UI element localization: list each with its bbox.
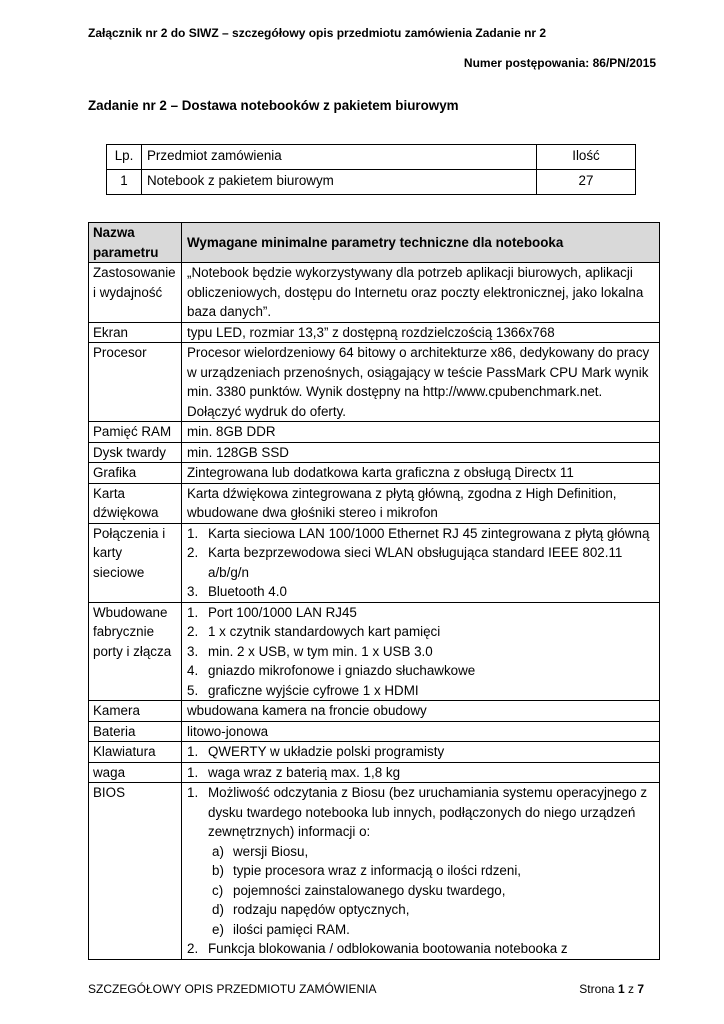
table-row: [89, 762, 660, 783]
list-item: 1. QWERTY w układzie polski programisty: [187, 744, 445, 759]
param-value: [182, 742, 660, 763]
param-value: min. 8GB DDR: [182, 422, 660, 443]
param-name: BIOS: [89, 783, 182, 960]
param-value: [182, 523, 660, 602]
param-name: Karta dźwiękowa: [89, 483, 182, 523]
numbered-list: [187, 783, 654, 842]
param-name: Ekran: [89, 322, 182, 343]
list-item: 2. Karta bezprzewodowa sieci WLAN obsługująca standard IEEE 802.11 a/b/g/n: [187, 545, 623, 580]
table-row: [89, 721, 660, 742]
param-name: Zastosowanie i wydajność: [89, 263, 182, 323]
page-current: 1: [617, 982, 625, 996]
param-name: Kamera: [89, 701, 182, 722]
param-name: Połączenia i karty sieciowe: [89, 523, 182, 602]
table-row: [89, 602, 660, 701]
table-row: [89, 701, 660, 722]
list-item: b) typie procesora wraz z informacją o ilości rdzeni,: [212, 863, 522, 878]
header-requirements: Wymagane minimalne parametry techniczne dla notebooka: [182, 223, 660, 263]
task-title: Zadanie nr 2 – Dostawa notebooków z pakietem biurowym: [88, 98, 459, 113]
list-item: 1. waga wraz z baterią max. 1,8 kg: [187, 764, 401, 780]
param-value: min. 128GB SSD: [182, 442, 660, 463]
numbered-list: [187, 763, 654, 783]
param-name: Pamięć RAM: [89, 422, 182, 443]
list-item: d) rodzaju napędów optycznych,: [212, 902, 410, 917]
list-item: 3. Bluetooth 4.0: [187, 584, 287, 599]
param-value: [182, 762, 660, 783]
cell-qty: 27: [537, 170, 636, 195]
param-value: wbudowana kamera na froncie obudowy: [182, 701, 660, 722]
numbered-list: [187, 524, 654, 602]
table-row: [89, 483, 660, 523]
table-row: [107, 170, 636, 195]
table-row: [89, 463, 660, 484]
param-value: typu LED, rozmiar 13,3” z dostępną rozdzielczością 1366x768: [182, 322, 660, 343]
list-item: 5. graficzne wyjście cyfrowe 1 x HDMI: [187, 682, 419, 698]
table-row: [89, 263, 660, 323]
table-row: [89, 442, 660, 463]
page-label: Strona: [579, 982, 615, 996]
table-row: [89, 322, 660, 343]
document-header: Załącznik nr 2 do SIWZ – szczegółowy opis przedmiotu zamówienia Zadanie nr 2: [88, 26, 547, 40]
page-indicator: [579, 982, 644, 996]
page-total: 7: [637, 982, 644, 996]
numbered-list: [187, 742, 654, 762]
col-qty: Ilość: [537, 145, 636, 170]
param-name: Bateria: [89, 721, 182, 742]
param-name: Dysk twardy: [89, 442, 182, 463]
list-item: c) pojemności zainstalowanego dysku twardego,: [212, 882, 506, 898]
table-row: [89, 422, 660, 443]
param-name: Grafika: [89, 463, 182, 484]
param-value: Karta dźwiękowa zintegrowana z płytą główną, zgodna z High Definition, wbudowane dwa głośniki stereo i mikrofon: [182, 483, 660, 523]
param-value: Procesor wielordzeniowy 64 bitowy o architekturze x86, dedykowany do pracy w urządzeniach przenośnych, osiągający w teście PassMark CPU Mark wynik min. 3380 punktów. Wynik dostępny na http://www.cpubenchmark.net. Dołączyć wydruk do oferty.: [182, 343, 660, 422]
param-name: Klawiatura: [89, 742, 182, 763]
table-row: [89, 523, 660, 602]
numbered-list: [187, 603, 654, 701]
table-row: [89, 742, 660, 763]
param-name: Procesor: [89, 343, 182, 422]
spec-table-header: [89, 223, 660, 263]
header-param: Nazwa parametru: [89, 223, 182, 263]
col-lp: Lp.: [107, 145, 142, 170]
list-item: 4. gniazdo mikrofonowe i gniazdo słuchawkowe: [187, 663, 476, 678]
numbered-list: [187, 939, 654, 959]
lettered-list: [187, 842, 654, 940]
list-item: 2. Funkcja blokowania / odblokowania bootowania notebooka z: [187, 941, 568, 956]
list-item: 2. 1 x czytnik standardowych kart pamięci: [187, 624, 441, 639]
spec-table: [88, 222, 660, 960]
param-name: Wbudowane fabrycznie porty i złącza: [89, 602, 182, 701]
procedure-number: Numer postępowania: 86/PN/2015: [463, 56, 656, 70]
col-item: Przedmiot zamówienia: [142, 145, 537, 170]
param-value: Zintegrowana lub dodatkowa karta graficzna z obsługą Directx 11: [182, 463, 660, 484]
list-item: 1. Możliwość odczytania z Biosu (bez uruchamiania systemu operacyjnego z dysku twardego notebooka lub innych, podłączonych do niego urządzeń zewnętrznych) informacji o:: [187, 785, 648, 839]
list-item: 3. min. 2 x USB, w tym min. 1 x USB 3.0: [187, 643, 433, 659]
param-value: „Notebook będzie wykorzystywany dla potrzeb aplikacji biurowych, aplikacji obliczeniowych, dostępu do Internetu oraz poczty elektronicznej, jako lokalna baza danych”.: [182, 263, 660, 323]
param-value: [182, 602, 660, 701]
list-item: a) wersji Biosu,: [212, 843, 309, 859]
param-value: [182, 783, 660, 960]
cell-lp: 1: [107, 170, 142, 195]
page-separator: z: [627, 982, 634, 996]
table-row: [89, 783, 660, 960]
param-value: litowo-jonowa: [182, 721, 660, 742]
order-table-header: [107, 145, 636, 170]
list-item: 1. Port 100/1000 LAN RJ45: [187, 604, 357, 620]
footer-text: SZCZEGÓŁOWY OPIS PRZEDMIOTU ZAMÓWIENIA: [88, 982, 377, 996]
table-row: [89, 343, 660, 422]
order-table: [106, 144, 636, 195]
list-item: e) ilości pamięci RAM.: [212, 921, 350, 937]
cell-item: Notebook z pakietem biurowym: [142, 170, 537, 195]
param-name: waga: [89, 762, 182, 783]
list-item: 1. Karta sieciowa LAN 100/1000 Ethernet RJ 45 zintegrowana z płytą główną: [187, 525, 650, 541]
